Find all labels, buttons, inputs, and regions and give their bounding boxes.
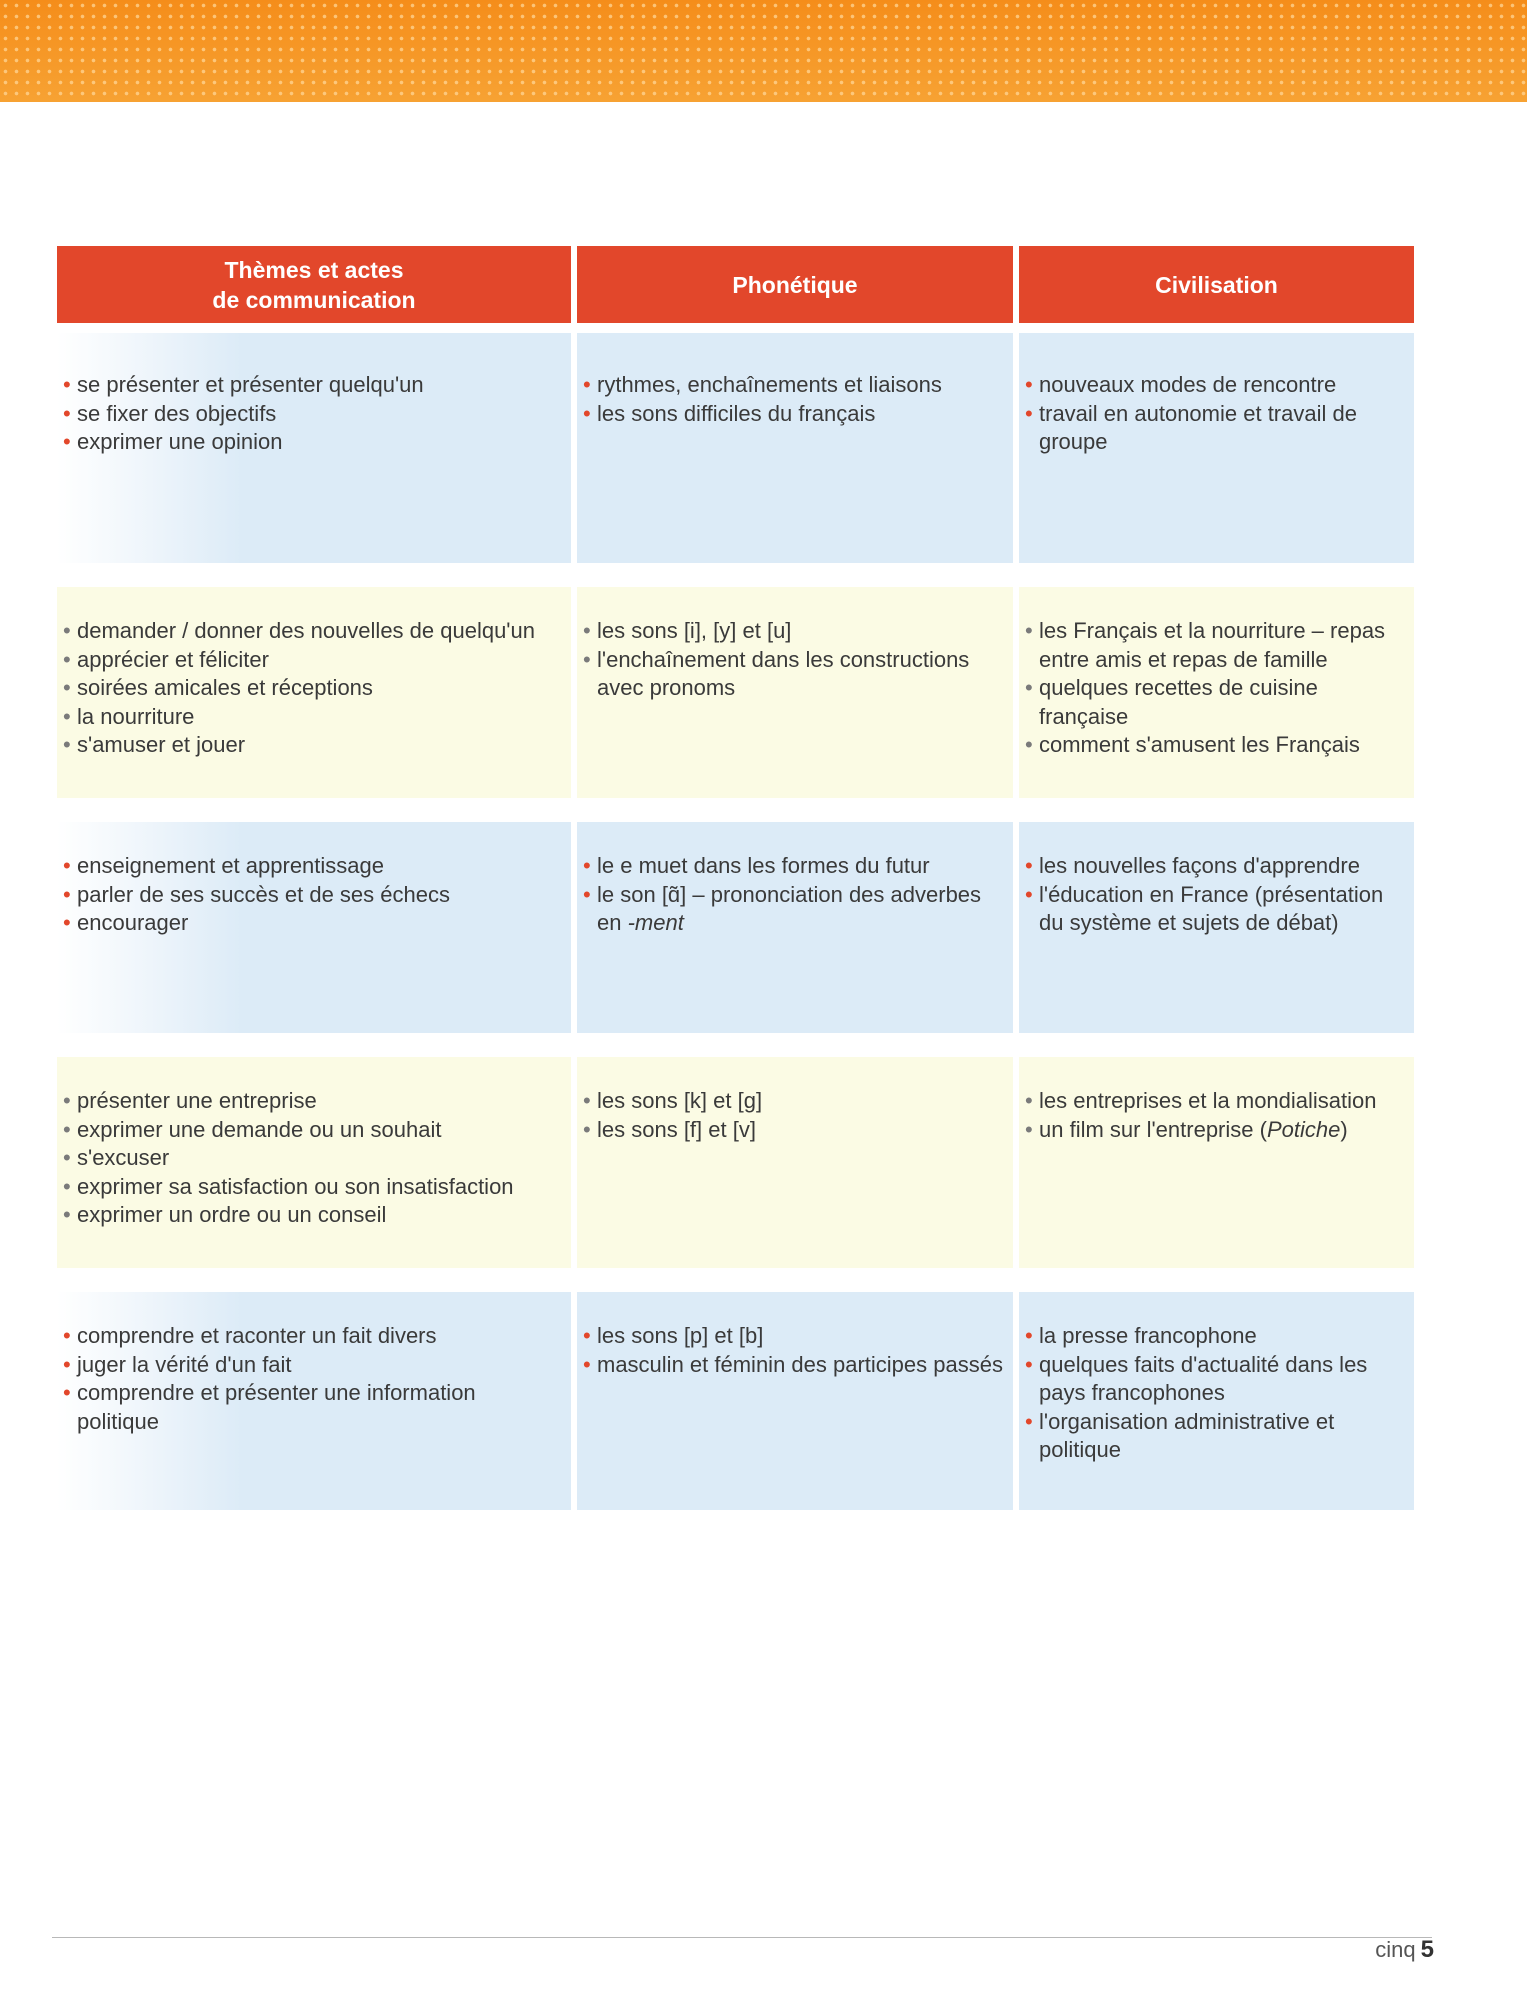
phonetique-list xyxy=(583,1322,1005,1379)
themes-list xyxy=(63,1322,563,1436)
progression-table xyxy=(57,246,1414,1510)
list-item: • exprimer une demande ou un souhait xyxy=(63,1116,563,1145)
civilisation-list xyxy=(1025,1087,1406,1144)
phonetique-cell xyxy=(577,333,1013,563)
list-item: • comprendre et raconter un fait divers xyxy=(63,1322,563,1351)
themes-cell xyxy=(57,822,571,1033)
header-phonetique-label: Phonétique xyxy=(732,271,858,298)
list-item: • s'excuser xyxy=(63,1144,563,1173)
footer-divider xyxy=(52,1937,1432,1938)
adverb-suffix: -ment xyxy=(627,910,684,935)
list-item: • les Français et la nourriture – repas entre amis et repas de famille xyxy=(1025,617,1406,674)
list-item: • exprimer un ordre ou un conseil xyxy=(63,1201,563,1230)
list-item: • enseignement et apprentissage xyxy=(63,852,563,881)
civilisation-list xyxy=(1025,852,1406,938)
list-item: • demander / donner des nouvelles de quelqu'un xyxy=(63,617,563,646)
list-item: • exprimer sa satisfaction ou son insatisfaction xyxy=(63,1173,563,1202)
phonetique-list xyxy=(583,617,1005,703)
header-civilisation-label: Civilisation xyxy=(1155,271,1278,298)
list-item: • apprécier et féliciter xyxy=(63,646,563,675)
civilisation-cell xyxy=(1019,1292,1414,1510)
table-row xyxy=(57,333,1414,563)
page-number-word: cinq xyxy=(1375,1937,1416,1962)
list-item: • s'amuser et jouer xyxy=(63,731,563,760)
table-row xyxy=(57,587,1414,798)
header-phonetique xyxy=(577,246,1013,323)
list-item: • soirées amicales et réceptions xyxy=(63,674,563,703)
list-item: • le e muet dans les formes du futur xyxy=(583,852,1005,881)
list-item: • rythmes, enchaînements et liaisons xyxy=(583,371,1005,400)
themes-list xyxy=(63,617,563,760)
phonetique-cell xyxy=(577,1057,1013,1268)
phonetique-list xyxy=(583,1087,1005,1144)
list-item: • les sons difficiles du français xyxy=(583,400,1005,429)
phonetique-cell xyxy=(577,822,1013,1033)
list-item xyxy=(583,881,1005,938)
civilisation-list xyxy=(1025,371,1406,457)
list-item: • la presse francophone xyxy=(1025,1322,1406,1351)
list-item: • la nourriture xyxy=(63,703,563,732)
themes-list xyxy=(63,1087,563,1230)
list-item: • exprimer une opinion xyxy=(63,428,563,457)
civilisation-list xyxy=(1025,1322,1406,1465)
list-item-text: un film sur l'entreprise ( xyxy=(1039,1116,1267,1142)
table-row xyxy=(57,1057,1414,1268)
list-item: • juger la vérité d'un fait xyxy=(63,1351,563,1380)
civilisation-list xyxy=(1025,617,1406,760)
list-item: • l'organisation administrative et politique xyxy=(1025,1408,1406,1465)
civilisation-cell xyxy=(1019,822,1414,1033)
list-item-text: le son [ɑ̃] – prononciation des adverbes en xyxy=(597,881,982,935)
page-number xyxy=(1375,1936,1434,1964)
list-item: • quelques faits d'actualité dans les pays francophones xyxy=(1025,1351,1406,1408)
themes-cell xyxy=(57,1057,571,1268)
list-item: • les sons [k] et [g] xyxy=(583,1087,1005,1116)
phonetique-cell xyxy=(577,587,1013,798)
list-item: • masculin et féminin des participes passés xyxy=(583,1351,1005,1380)
list-item: • les entreprises et la mondialisation xyxy=(1025,1087,1406,1116)
list-item: • encourager xyxy=(63,909,563,938)
page-number-digit: 5 xyxy=(1420,1936,1434,1963)
list-item: • nouveaux modes de rencontre xyxy=(1025,371,1406,400)
list-item: • comprendre et présenter une information politique xyxy=(63,1379,563,1436)
table-row xyxy=(57,1292,1414,1510)
themes-cell xyxy=(57,333,571,563)
list-item-text-close: ) xyxy=(1340,1116,1348,1142)
list-item: • les sons [p] et [b] xyxy=(583,1322,1005,1351)
list-item: • quelques recettes de cuisine française xyxy=(1025,674,1406,731)
phonetique-cell xyxy=(577,1292,1013,1510)
header-themes-label: Thèmes et actes de communication xyxy=(212,256,416,313)
list-item: • l'enchaînement dans les constructions avec pronoms xyxy=(583,646,1005,703)
list-item: • parler de ses succès et de ses échecs xyxy=(63,881,563,910)
themes-cell xyxy=(57,587,571,798)
themes-list xyxy=(63,852,563,938)
civilisation-cell xyxy=(1019,333,1414,563)
list-item xyxy=(1025,1116,1406,1145)
list-item: • l'éducation en France (présentation du système et sujets de débat) xyxy=(1025,881,1406,938)
list-item: • comment s'amusent les Français xyxy=(1025,731,1406,760)
film-title: Potiche xyxy=(1266,1116,1341,1142)
list-item: • les nouvelles façons d'apprendre xyxy=(1025,852,1406,881)
list-item: • se fixer des objectifs xyxy=(63,400,563,429)
list-item: • travail en autonomie et travail de groupe xyxy=(1025,400,1406,457)
civilisation-cell xyxy=(1019,587,1414,798)
civilisation-cell xyxy=(1019,1057,1414,1268)
themes-list xyxy=(63,371,563,457)
top-decorative-band xyxy=(0,0,1527,102)
table-header-row xyxy=(57,246,1414,323)
table-row xyxy=(57,822,1414,1033)
list-item: • se présenter et présenter quelqu'un xyxy=(63,371,563,400)
header-civilisation xyxy=(1019,246,1414,323)
themes-cell xyxy=(57,1292,571,1510)
list-item: • les sons [f] et [v] xyxy=(583,1116,1005,1145)
phonetique-list xyxy=(583,852,1005,938)
list-item: • présenter une entreprise xyxy=(63,1087,563,1116)
header-themes xyxy=(57,246,571,323)
list-item: • les sons [i], [y] et [u] xyxy=(583,617,1005,646)
phonetique-list xyxy=(583,371,1005,428)
